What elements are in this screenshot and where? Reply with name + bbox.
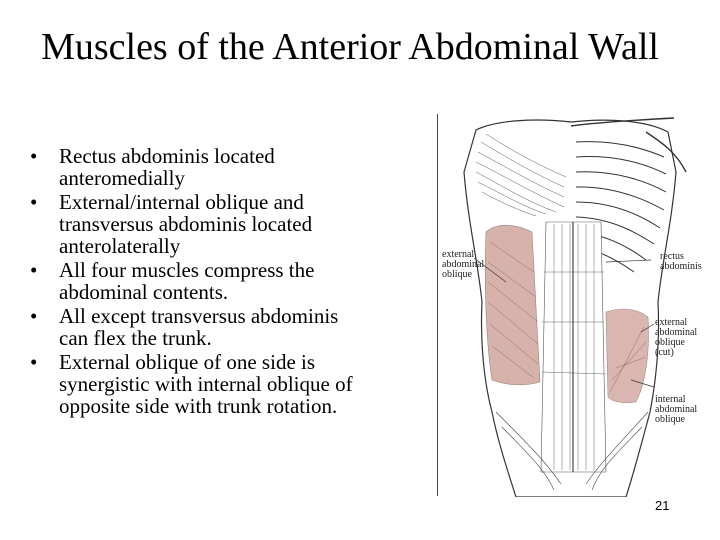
bullet-item: [30, 145, 360, 189]
label-line: abdominal: [442, 259, 485, 270]
bullet-dot: •: [30, 350, 38, 374]
label-external-oblique-cut: [655, 318, 697, 358]
page-number: 21: [655, 498, 670, 513]
bullet-list: [30, 145, 360, 419]
bullet-dot: •: [30, 258, 38, 282]
label-line: abdominal: [655, 404, 698, 415]
external-oblique-muscle: [485, 225, 540, 385]
bullet-text: All four muscles compress the abdominal contents.: [59, 258, 315, 304]
label-line: abdominal: [655, 327, 698, 338]
bullet-dot: •: [30, 190, 38, 214]
label-line: external: [655, 317, 688, 328]
label-line: oblique: [655, 414, 685, 425]
label-line: (cut): [655, 347, 674, 358]
bullet-item: [30, 351, 360, 417]
anatomy-illustration: [436, 112, 706, 497]
slide-title: Muscles of the Anterior Abdominal Wall: [41, 26, 659, 68]
label-external-oblique-left: [442, 250, 484, 280]
bullet-item: [30, 305, 360, 349]
bullet-text: All except transversus abdominis can flex the trunk.: [59, 304, 339, 350]
label-line: oblique: [442, 269, 472, 280]
label-line: external: [442, 249, 475, 260]
label-internal-oblique: [655, 395, 697, 425]
bullet-dot: •: [30, 304, 38, 328]
bullet-text: Rectus abdominis located anteromedially: [59, 144, 275, 190]
bullet-text: External oblique of one side is synergistic with internal oblique of opposite side with trunk rotation.: [59, 350, 353, 418]
bullet-text: External/internal oblique and transversus abdominis located anterolaterally: [59, 190, 313, 258]
bullet-item: [30, 191, 360, 257]
label-line: rectus: [660, 251, 684, 262]
bullet-dot: •: [30, 144, 38, 168]
label-line: internal: [655, 394, 686, 405]
label-line: abdominis: [660, 261, 702, 272]
bullet-item: [30, 259, 360, 303]
label-rectus-abdominis: [660, 252, 702, 272]
label-line: oblique: [655, 337, 685, 348]
